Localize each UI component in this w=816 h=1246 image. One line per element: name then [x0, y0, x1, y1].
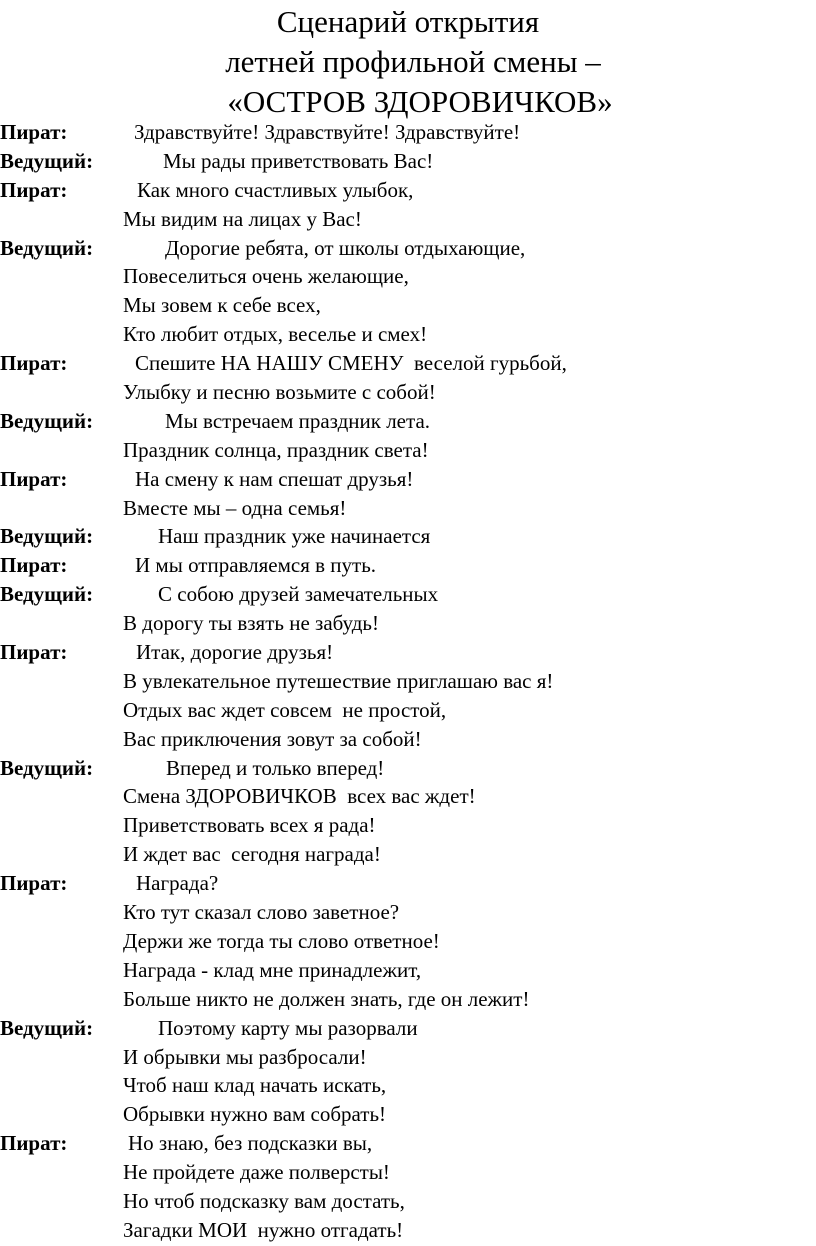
- script-line: [0, 956, 816, 985]
- speaker-label: Пират:: [0, 640, 68, 665]
- line-text: На смену к нам спешат друзья!: [135, 466, 414, 491]
- script-line: [0, 985, 816, 1014]
- line-text: Но чтоб подсказку вам достать,: [123, 1188, 405, 1213]
- script-line: [0, 811, 816, 840]
- title-line-1: Сценарий открытия: [276, 4, 540, 39]
- script-line: [0, 1216, 816, 1245]
- speaker-label: Пират:: [0, 351, 68, 376]
- script-line: [0, 407, 816, 436]
- line-text: Мы видим на лицах у Вас!: [123, 206, 362, 231]
- line-text: Смена ЗДОРОВИЧКОВ всех вас ждет!: [123, 784, 476, 809]
- speaker-label: Пират:: [0, 177, 68, 202]
- line-text: Обрывки нужно вам собрать!: [123, 1102, 387, 1127]
- line-text: Больше никто не должен знать, где он лежит!: [123, 986, 530, 1011]
- line-text: Приветствовать всех я рада!: [123, 813, 376, 838]
- script-line: [0, 754, 816, 783]
- line-text: И обрывки мы разбросали!: [123, 1044, 367, 1069]
- script-line: [0, 436, 816, 465]
- line-text: Кто любит отдых, веселье и смех!: [123, 322, 428, 347]
- line-text: Дорогие ребята, от школы отдыхающие,: [165, 235, 526, 260]
- script-line: [0, 262, 816, 291]
- line-text: Наш праздник уже начинается: [158, 524, 431, 549]
- script-line: [0, 147, 816, 176]
- script-line: [0, 927, 816, 956]
- title-line-2: летней профильной смены –: [225, 44, 601, 79]
- script-line: [0, 465, 816, 494]
- line-text: С собою друзей замечательных: [158, 582, 439, 607]
- speaker-label: Ведущий:: [0, 235, 94, 260]
- speaker-label: Пират:: [0, 553, 68, 578]
- script-line: [0, 291, 816, 320]
- document-title: [0, 2, 816, 122]
- line-text: Отдых вас ждет совсем не простой,: [123, 697, 447, 722]
- script-line: [0, 898, 816, 927]
- script-line: [0, 176, 816, 205]
- script-line: [0, 840, 816, 869]
- script-line: [0, 1187, 816, 1216]
- line-text: Не пройдете даже полверсты!: [123, 1160, 390, 1185]
- speaker-label: Пират:: [0, 871, 68, 896]
- speaker-label: Ведущий:: [0, 582, 94, 607]
- line-text: Повеселиться очень желающие,: [123, 264, 409, 289]
- line-text: Спешите НА НАШУ СМЕНУ веселой гурьбой,: [135, 351, 567, 376]
- line-text: Здравствуйте! Здравствуйте! Здравствуйте!: [134, 120, 521, 144]
- line-text: Вперед и только вперед!: [166, 755, 385, 780]
- line-text: Вас приключения зовут за собой!: [123, 726, 422, 751]
- line-text: Мы рады приветствовать Вас!: [163, 148, 434, 173]
- script-line: [0, 638, 816, 667]
- speaker-label: Ведущий:: [0, 1015, 94, 1040]
- script-line: [0, 667, 816, 696]
- speaker-label: Ведущий:: [0, 524, 94, 549]
- script-line: [0, 551, 816, 580]
- script-line: [0, 1071, 816, 1100]
- line-text: Загадки МОИ нужно отгадать!: [123, 1217, 404, 1242]
- line-text: Держи же тогда ты слово ответное!: [123, 928, 440, 953]
- script-line: [0, 494, 816, 523]
- title-line-3: «ОСТРОВ ЗДОРОВИЧКОВ»: [227, 84, 613, 119]
- line-text: Награда?: [136, 871, 219, 896]
- script-line: [0, 782, 816, 811]
- script-line: [0, 320, 816, 349]
- line-text: Награда - клад мне принадлежит,: [123, 957, 422, 982]
- line-text: В дорогу ты взять не забудь!: [123, 611, 379, 636]
- line-text: В увлекательное путешествие приглашаю вас я!: [123, 668, 554, 693]
- line-text: Вместе мы – одна семья!: [123, 495, 347, 520]
- script-line: [0, 118, 816, 147]
- speaker-label: Ведущий:: [0, 755, 94, 780]
- line-text: Мы зовем к себе всех,: [123, 293, 321, 318]
- script-line: [0, 580, 816, 609]
- script-line: [0, 1158, 816, 1187]
- line-text: Поэтому карту мы разорвали: [158, 1015, 418, 1040]
- script-line: [0, 1100, 816, 1129]
- line-text: Кто тут сказал слово заветное?: [123, 900, 400, 925]
- script-line: [0, 522, 816, 551]
- script-line: [0, 349, 816, 378]
- script-line: [0, 869, 816, 898]
- line-text: И ждет вас сегодня награда!: [123, 842, 381, 867]
- script-line: [0, 1043, 816, 1072]
- line-text: Как много счастливых улыбок,: [137, 177, 414, 202]
- line-text: Улыбку и песню возьмите с собой!: [123, 380, 436, 405]
- speaker-label: Пират:: [0, 466, 68, 491]
- speaker-label: Пират:: [0, 120, 68, 144]
- line-text: Итак, дорогие друзья!: [136, 640, 334, 665]
- line-text: Чтоб наш клад начать искать,: [123, 1073, 387, 1098]
- speaker-label: Пират:: [0, 1131, 68, 1156]
- script-body: [0, 118, 816, 1245]
- script-line: [0, 725, 816, 754]
- line-text: И мы отправляемся в путь.: [135, 553, 377, 578]
- line-text: Мы встречаем праздник лета.: [165, 408, 431, 433]
- speaker-label: Ведущий:: [0, 408, 94, 433]
- script-line: [0, 1129, 816, 1158]
- line-text: Но знаю, без подсказки вы,: [128, 1131, 373, 1156]
- speaker-label: Ведущий:: [0, 148, 94, 173]
- script-line: [0, 1014, 816, 1043]
- script-line: [0, 609, 816, 638]
- script-line: [0, 378, 816, 407]
- script-line: [0, 205, 816, 234]
- script-line: [0, 234, 816, 263]
- script-line: [0, 696, 816, 725]
- line-text: Праздник солнца, праздник света!: [123, 437, 429, 462]
